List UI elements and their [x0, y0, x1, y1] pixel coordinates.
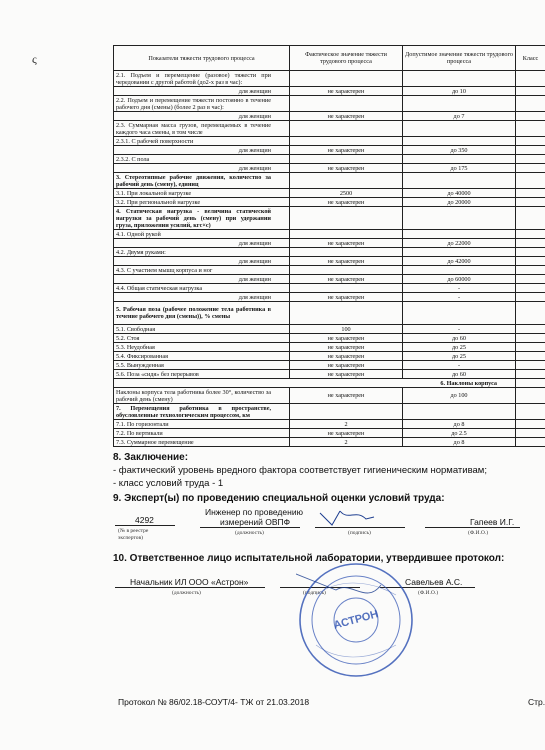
row-class-value — [516, 164, 545, 173]
row-indicator: 7.3. Суммарное перемещение — [114, 438, 290, 447]
row-allowed-value: до 10 — [403, 87, 516, 96]
row-indicator: 2.1. Подъем и перемещение (разовое) тяжести при чередовании с другой работой (до2-х раз в час): — [114, 71, 290, 87]
row-class-value — [516, 96, 545, 112]
row-allowed-value: - — [403, 325, 516, 334]
row-indicator: 3.1. При локальной нагрузке — [114, 189, 290, 198]
table-row — [114, 429, 545, 438]
table-row — [114, 96, 545, 112]
header-actual: Фактическое значение тяжести трудового процесса — [290, 46, 403, 71]
row-indicator: 5.2. Стоя — [114, 334, 290, 343]
row-class-value — [516, 173, 545, 189]
row-class-value — [516, 189, 545, 198]
name-caption: (Ф.И.О.) — [468, 530, 489, 536]
table-row — [114, 388, 545, 404]
table-row — [114, 71, 545, 87]
row-actual-value: не характерен — [290, 275, 403, 284]
footer-page: Стр. — [528, 697, 545, 707]
row-class-value — [516, 146, 545, 155]
row-class-value — [516, 230, 545, 239]
row-allowed-value: до 22000 — [403, 239, 516, 248]
row-actual-value — [290, 230, 403, 239]
row-indicator: 2.3.1. С рабочей поверхности — [114, 137, 290, 146]
row-allowed-value: до 42000 — [403, 257, 516, 266]
margin-mark: ς — [32, 52, 37, 66]
row-actual-value: не характерен — [290, 370, 403, 379]
table-row — [114, 121, 545, 137]
conclusion-line-2: - класс условий труда - 1 — [113, 478, 224, 489]
row-class-value — [516, 379, 545, 388]
position-caption: (должность) — [235, 530, 264, 536]
row-class-value — [516, 302, 545, 325]
table-row — [114, 87, 545, 96]
row-class-value — [516, 293, 545, 302]
row-indicator: 5.1. Свободная — [114, 325, 290, 334]
responsible-position-line — [115, 587, 265, 588]
row-class-value — [516, 266, 545, 275]
table-row — [114, 198, 545, 207]
row-allowed-value — [403, 155, 516, 164]
row-allowed-value: - — [403, 284, 516, 293]
row-allowed-value: до 7 — [403, 112, 516, 121]
row-allowed-value: - — [403, 361, 516, 370]
table-row — [114, 334, 545, 343]
table-row — [114, 248, 545, 257]
expert-reg-number: 4292 — [135, 515, 154, 525]
row-class-value — [516, 87, 545, 96]
row-allowed-value: до 8 — [403, 420, 516, 429]
row-allowed-value: до 350 — [403, 146, 516, 155]
row-allowed-value — [403, 302, 516, 325]
row-actual-value: не характерен — [290, 293, 403, 302]
header-allowed: Допустимое значение тяжести трудового процесса — [403, 46, 516, 71]
row-class-value — [516, 404, 545, 420]
row-allowed-value — [403, 71, 516, 87]
row-indicator: для женщин — [114, 164, 290, 173]
row-allowed-value — [403, 96, 516, 112]
row-class-value — [516, 438, 545, 447]
row-actual-value — [290, 248, 403, 257]
table-row — [114, 173, 545, 189]
row-indicator: 2.3. Суммарная масса грузов, перемещаемых в течение каждого часа смены, в том числе — [114, 121, 290, 137]
row-indicator: 6. Наклоны корпуса — [114, 379, 516, 388]
row-indicator: 2.3.2. С пола — [114, 155, 290, 164]
row-indicator: для женщин — [114, 257, 290, 266]
row-allowed-value: до 60 — [403, 370, 516, 379]
row-class-value — [516, 420, 545, 429]
expert-name: Гапеев И.Г. — [470, 517, 515, 527]
row-actual-value: не характерен — [290, 361, 403, 370]
row-class-value — [516, 334, 545, 343]
row-actual-value: 2 — [290, 420, 403, 429]
footer-protocol: Протокол № 86/02.18-СОУТ/4- ТЖ от 21.03.2018 — [118, 697, 310, 707]
row-indicator: 7.1. По горизонтали — [114, 420, 290, 429]
row-indicator: 4.1. Одной рукой — [114, 230, 290, 239]
table-row — [114, 284, 545, 293]
row-indicator: для женщин — [114, 275, 290, 284]
table-row — [114, 275, 545, 284]
row-actual-value: не характерен — [290, 343, 403, 352]
responsible-position: Начальник ИЛ ООО «Астрон» — [130, 577, 249, 587]
row-actual-value — [290, 207, 403, 230]
row-indicator: для женщин — [114, 239, 290, 248]
row-allowed-value — [403, 404, 516, 420]
conclusion-line-1: - фактический уровень вредного фактора соответствует гигиеническим нормативам; — [113, 465, 487, 476]
row-actual-value — [290, 173, 403, 189]
row-class-value — [516, 361, 545, 370]
table-row — [114, 404, 545, 420]
row-indicator: для женщин — [114, 293, 290, 302]
row-indicator: 7. Перемещения работника в пространстве, обусловленные технологическим процессом, км — [114, 404, 290, 420]
row-allowed-value: до 40000 — [403, 189, 516, 198]
row-class-value — [516, 370, 545, 379]
row-class-value — [516, 429, 545, 438]
row-indicator: 5. Рабочая поза (рабочее положение тела работника в течение рабочего дня (смены)), % смены — [114, 302, 290, 325]
row-actual-value: 2 — [290, 438, 403, 447]
row-allowed-value: до 20000 — [403, 198, 516, 207]
row-actual-value: не характерен — [290, 198, 403, 207]
row-class-value — [516, 112, 545, 121]
row-class-value — [516, 137, 545, 146]
responsible-name-caption: (Ф.И.О.) — [418, 590, 439, 596]
row-actual-value: не характерен — [290, 257, 403, 266]
row-allowed-value — [403, 173, 516, 189]
table-row — [114, 420, 545, 429]
row-allowed-value — [403, 230, 516, 239]
row-indicator: 3.2. При региональной нагрузке — [114, 198, 290, 207]
row-actual-value — [290, 71, 403, 87]
signature-caption: (подпись) — [348, 530, 371, 536]
row-actual-value — [290, 266, 403, 275]
row-class-value — [516, 284, 545, 293]
row-indicator: 3. Стереотипные рабочие движения, количество за рабочий день (смену), единиц — [114, 173, 290, 189]
organization-stamp — [296, 560, 416, 680]
labor-severity-table — [113, 45, 545, 447]
table-row — [114, 164, 545, 173]
table-row — [114, 293, 545, 302]
responsible-position-caption: (должность) — [172, 590, 201, 596]
row-indicator: 4.2. Двумя руками: — [114, 248, 290, 257]
responsible-name: Савельев А.С. — [405, 577, 463, 587]
header-indicator: Показатели тяжести трудового процесса — [114, 46, 290, 71]
table-row — [114, 302, 545, 325]
row-indicator: 5.5. Вынужденная — [114, 361, 290, 370]
row-allowed-value: до 2.5 — [403, 429, 516, 438]
row-actual-value — [290, 96, 403, 112]
table-row — [114, 112, 545, 121]
row-actual-value: не характерен — [290, 352, 403, 361]
table-row — [114, 325, 545, 334]
row-actual-value: не характерен — [290, 334, 403, 343]
row-indicator: 4. Статическая нагрузка - величина статической нагрузки за рабочий день (смену) при удержании груза, приложении усилий, кгс×с) — [114, 207, 290, 230]
row-allowed-value — [403, 121, 516, 137]
row-class-value — [516, 71, 545, 87]
row-indicator: для женщин — [114, 87, 290, 96]
expert-position-line-1: Инженер по проведению — [205, 507, 303, 517]
header-class: Класс — [516, 46, 545, 71]
responsible-title: 10. Ответственное лицо испытательной лаборатории, утвердившее протокол: — [113, 553, 505, 564]
table-row — [114, 352, 545, 361]
name-line — [425, 527, 520, 528]
row-indicator: для женщин — [114, 112, 290, 121]
row-actual-value: не характерен — [290, 146, 403, 155]
row-indicator: 4.4. Общая статическая нагрузка — [114, 284, 290, 293]
row-class-value — [516, 155, 545, 164]
row-actual-value — [290, 137, 403, 146]
experts-title: 9. Эксперт(ы) по проведению специальной оценки условий труда: — [113, 493, 445, 504]
table-row — [114, 146, 545, 155]
row-actual-value: не характерен — [290, 388, 403, 404]
row-allowed-value — [403, 266, 516, 275]
row-allowed-value — [403, 248, 516, 257]
row-allowed-value: до 25 — [403, 343, 516, 352]
row-actual-value — [290, 404, 403, 420]
row-class-value — [516, 257, 545, 266]
row-class-value — [516, 248, 545, 257]
table-row — [114, 379, 545, 388]
row-actual-value: не характерен — [290, 164, 403, 173]
row-allowed-value: до 8 — [403, 438, 516, 447]
row-indicator: 5.4. Фиксированная — [114, 352, 290, 361]
table-row — [114, 239, 545, 248]
row-actual-value — [290, 302, 403, 325]
table-row — [114, 361, 545, 370]
signature-line — [315, 527, 405, 528]
row-actual-value — [290, 155, 403, 164]
table-header-row — [114, 46, 545, 71]
row-actual-value: не характерен — [290, 112, 403, 121]
row-allowed-value: до 100 — [403, 388, 516, 404]
row-indicator: 5.3. Неудобная — [114, 343, 290, 352]
row-allowed-value: до 60000 — [403, 275, 516, 284]
table-row — [114, 438, 545, 447]
table-row — [114, 266, 545, 275]
table-row — [114, 370, 545, 379]
row-indicator: 4.3. С участием мышц корпуса и ног — [114, 266, 290, 275]
row-actual-value — [290, 121, 403, 137]
row-indicator: 7.2. По вертикали — [114, 429, 290, 438]
table-row — [114, 137, 545, 146]
stamp-center-text: АСТРОН — [332, 608, 380, 632]
row-class-value — [516, 343, 545, 352]
table-row — [114, 230, 545, 239]
reg-line — [115, 525, 175, 526]
row-allowed-value — [403, 137, 516, 146]
conclusion-title: 8. Заключение: — [113, 452, 189, 463]
reg-caption: (№ в реестре экспертов) — [118, 528, 149, 541]
row-class-value — [516, 207, 545, 230]
row-allowed-value: до 175 — [403, 164, 516, 173]
table-row — [114, 343, 545, 352]
row-indicator: для женщин — [114, 146, 290, 155]
row-actual-value: не характерен — [290, 239, 403, 248]
row-actual-value — [290, 284, 403, 293]
row-allowed-value — [403, 207, 516, 230]
row-class-value — [516, 388, 545, 404]
row-allowed-value: до 60 — [403, 334, 516, 343]
responsible-signature-caption: (подпись) — [303, 590, 326, 596]
table-row — [114, 189, 545, 198]
row-class-value — [516, 352, 545, 361]
row-class-value — [516, 198, 545, 207]
table-row — [114, 257, 545, 266]
row-actual-value: 2500 — [290, 189, 403, 198]
row-indicator: Наклоны корпуса тела работника более 30°, количество за рабочий день (смену) — [114, 388, 290, 404]
row-actual-value: не характерен — [290, 87, 403, 96]
row-actual-value: 100 — [290, 325, 403, 334]
row-allowed-value: до 25 — [403, 352, 516, 361]
row-class-value — [516, 239, 545, 248]
row-class-value — [516, 275, 545, 284]
table-body — [114, 71, 545, 447]
table-row — [114, 155, 545, 164]
row-allowed-value: - — [403, 293, 516, 302]
table-row — [114, 207, 545, 230]
row-indicator: 5.6. Поза «сидя» без перерывов — [114, 370, 290, 379]
position-line — [200, 527, 300, 528]
row-actual-value: не характерен — [290, 429, 403, 438]
row-class-value — [516, 121, 545, 137]
row-indicator: 2.2. Подъем и перемещение тяжести постоянно в течение рабочего дня (смены) (более 2 раз в час): — [114, 96, 290, 112]
expert-position-line-2: измерений ОВПФ — [220, 517, 291, 527]
row-class-value — [516, 325, 545, 334]
